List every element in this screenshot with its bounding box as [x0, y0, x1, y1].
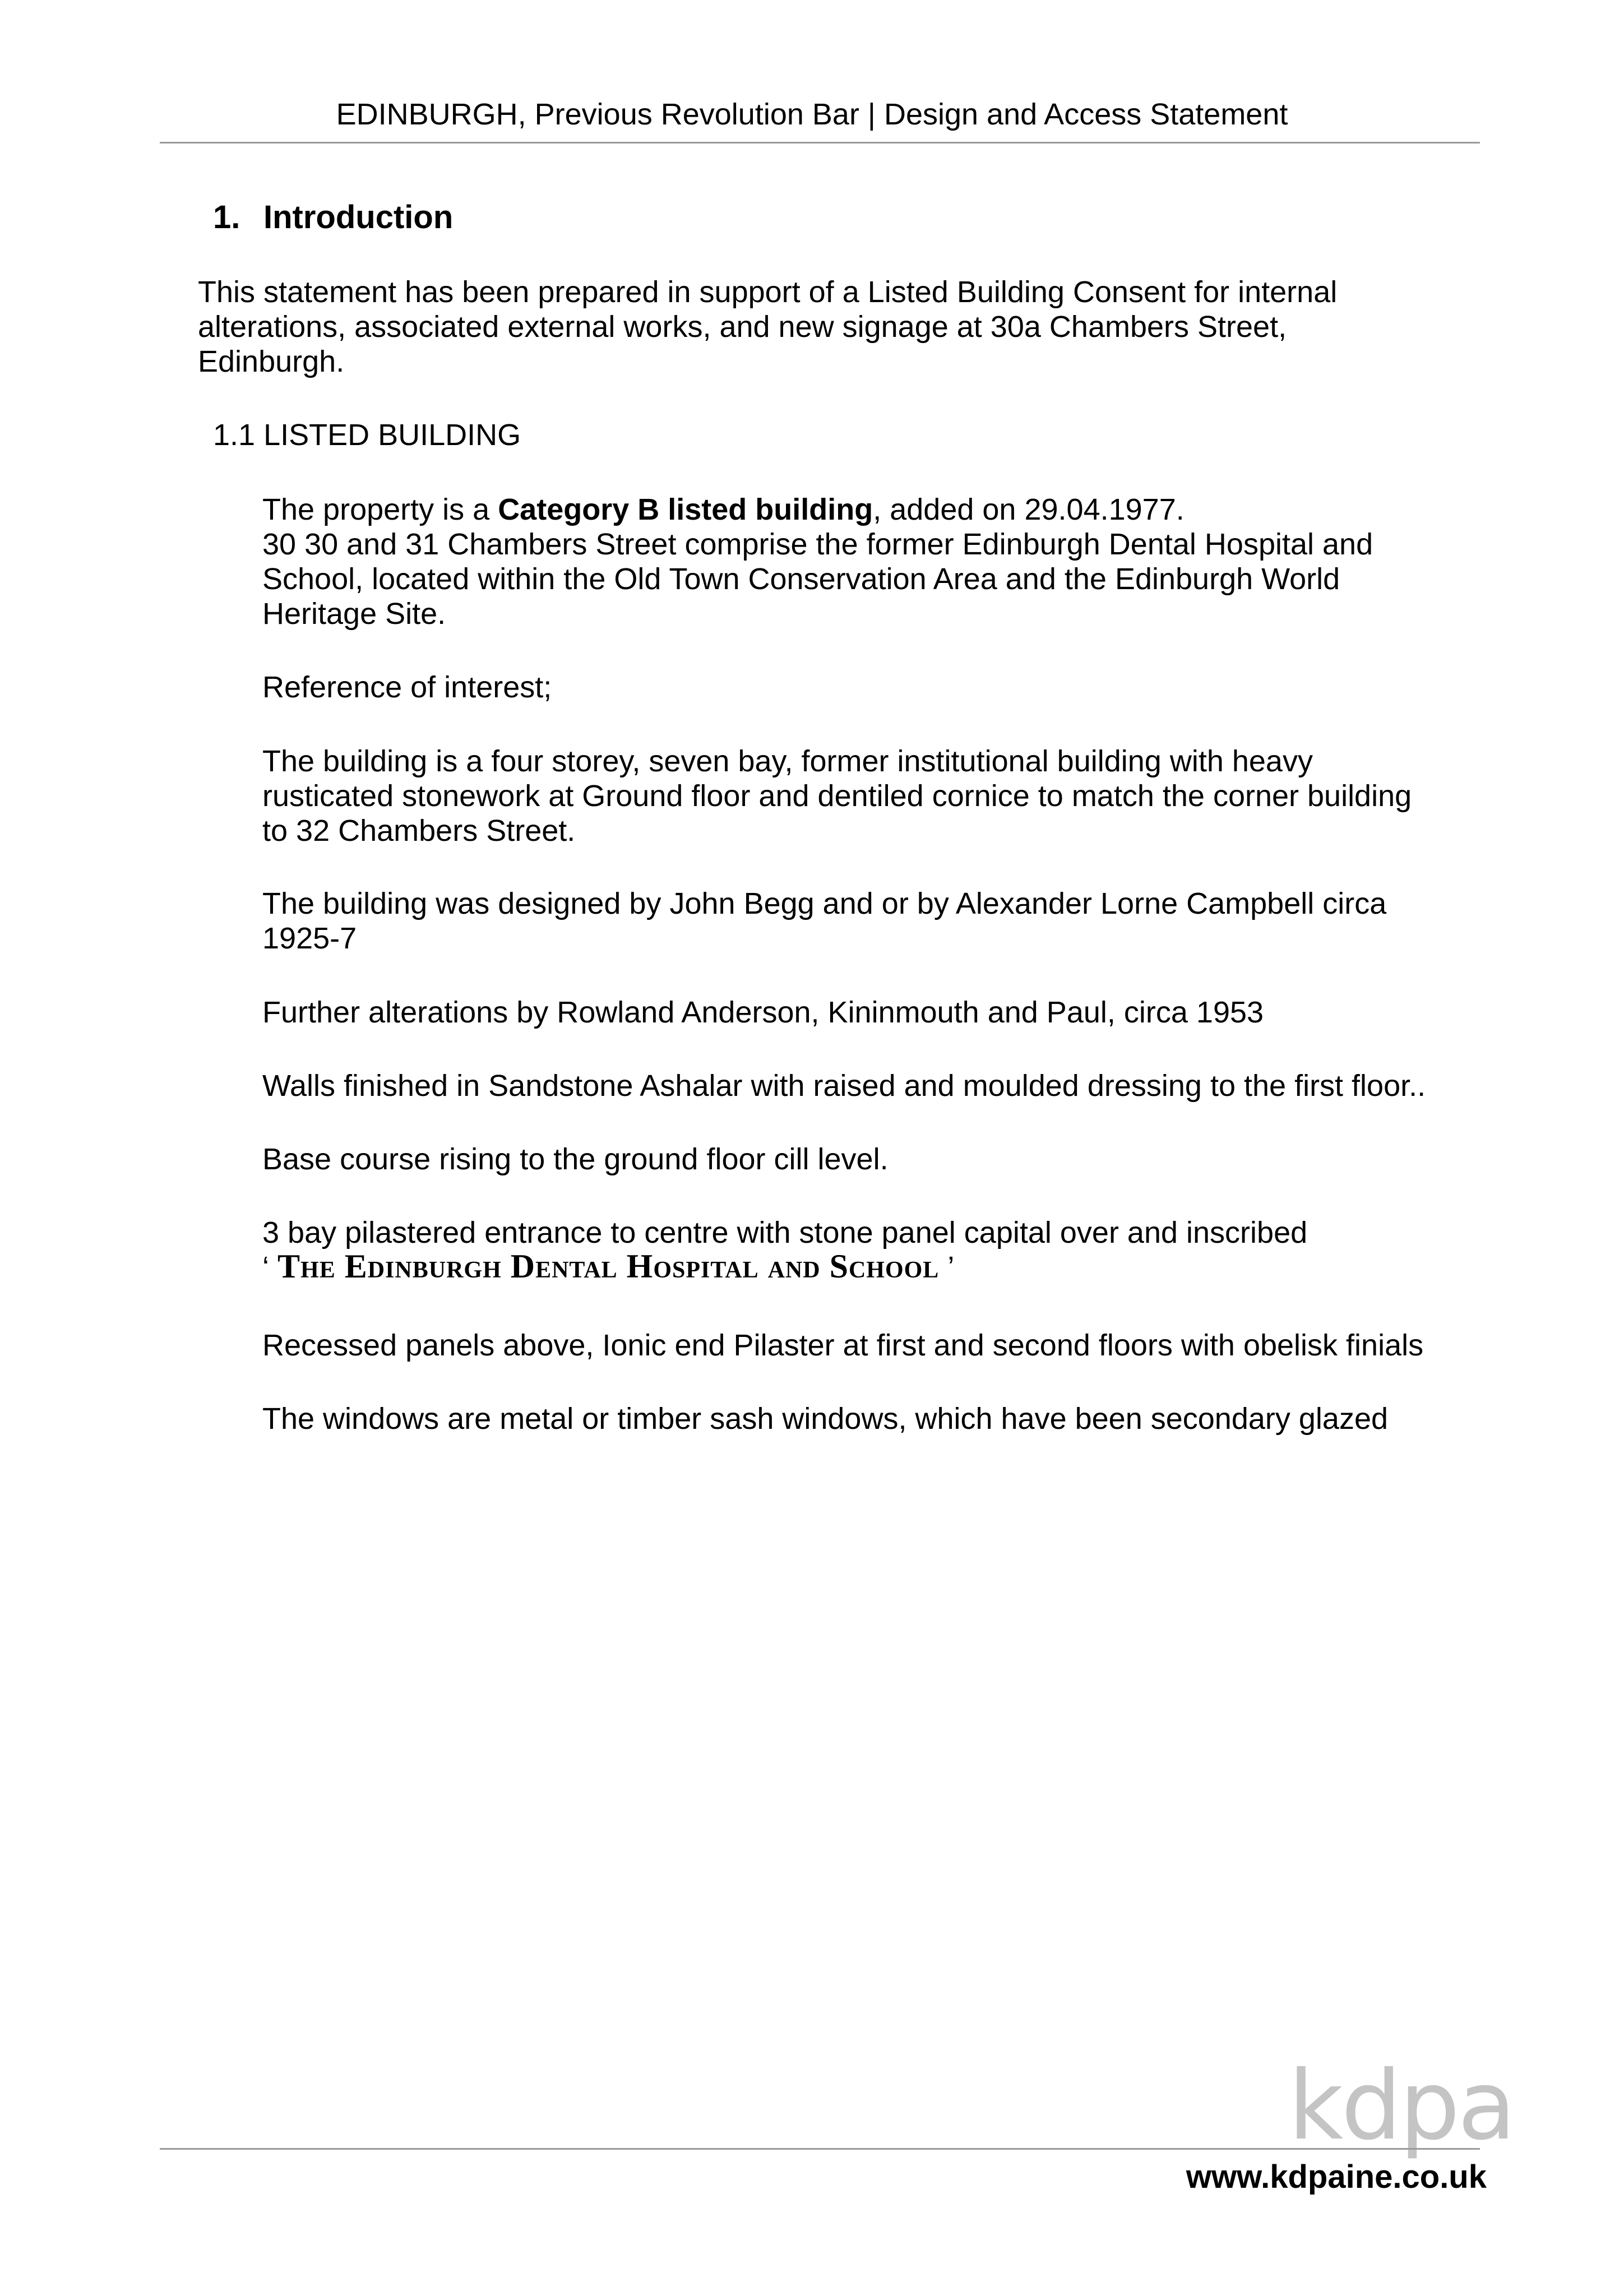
- inscription-text: The Edinburgh Dental Hospital and School: [277, 1248, 940, 1285]
- recessed-text: Recessed panels above, Ionic end Pilaster at first and second floors with obelisk finials: [262, 1328, 1424, 1362]
- windows-text: The windows are metal or timber sash windows, which have been secondary glazed: [262, 1402, 1389, 1436]
- inscription-line: ‘ The Edinburgh Dental Hospital and School ’: [262, 1248, 955, 1285]
- intro-line: alterations, associated external works, and new signage at 30a Chambers Street,: [198, 310, 1287, 344]
- listing-category: Category B listed building: [498, 493, 873, 526]
- intro-line: This statement has been prepared in support of a Listed Building Consent for internal: [198, 275, 1338, 309]
- property-line: School, located within the Old Town Conservation Area and the Edinburgh World: [262, 562, 1340, 596]
- property-line: 30 30 and 31 Chambers Street comprise the former Edinburgh Dental Hospital and: [262, 527, 1373, 561]
- subsection-title: 1.1 LISTED BUILDING: [213, 418, 521, 452]
- property-line: Heritage Site.: [262, 597, 446, 631]
- header-divider: [160, 142, 1480, 144]
- building-line: rusticated stonework at Ground floor and dentiled cornice to match the corner building: [262, 779, 1412, 813]
- section-number: 1.: [213, 199, 240, 235]
- entrance-text: 3 bay pilastered entrance to centre with stone panel capital over and inscribed: [262, 1216, 1308, 1249]
- section-title: Introduction: [263, 199, 454, 235]
- building-line: The building is a four storey, seven bay, former institutional building with heavy: [262, 744, 1313, 778]
- reference-label: Reference of interest;: [262, 670, 552, 704]
- designed-line: The building was designed by John Begg and or by Alexander Lorne Campbell circa: [262, 887, 1387, 920]
- kdpa-logo: kdpa: [1288, 2050, 1514, 2161]
- website-link[interactable]: www.kdpaine.co.uk: [1186, 2159, 1487, 2195]
- property-statement: The property is a Category B listed building, added on 29.04.1977.: [262, 493, 1185, 526]
- alterations-text: Further alterations by Rowland Anderson, Kininmouth and Paul, circa 1953: [262, 996, 1264, 1029]
- base-text: Base course rising to the ground floor cill level.: [262, 1142, 889, 1176]
- walls-text: Walls finished in Sandstone Ashalar with raised and moulded dressing to the first floor..: [262, 1069, 1426, 1103]
- section-heading: [213, 197, 453, 238]
- page-header: EDINBURGH, Previous Revolution Bar | Design and Access Statement: [336, 98, 1288, 131]
- footer-divider: [160, 2148, 1480, 2150]
- building-line: to 32 Chambers Street.: [262, 814, 576, 848]
- intro-line: Edinburgh.: [198, 345, 345, 378]
- designed-line: 1925-7: [262, 922, 357, 955]
